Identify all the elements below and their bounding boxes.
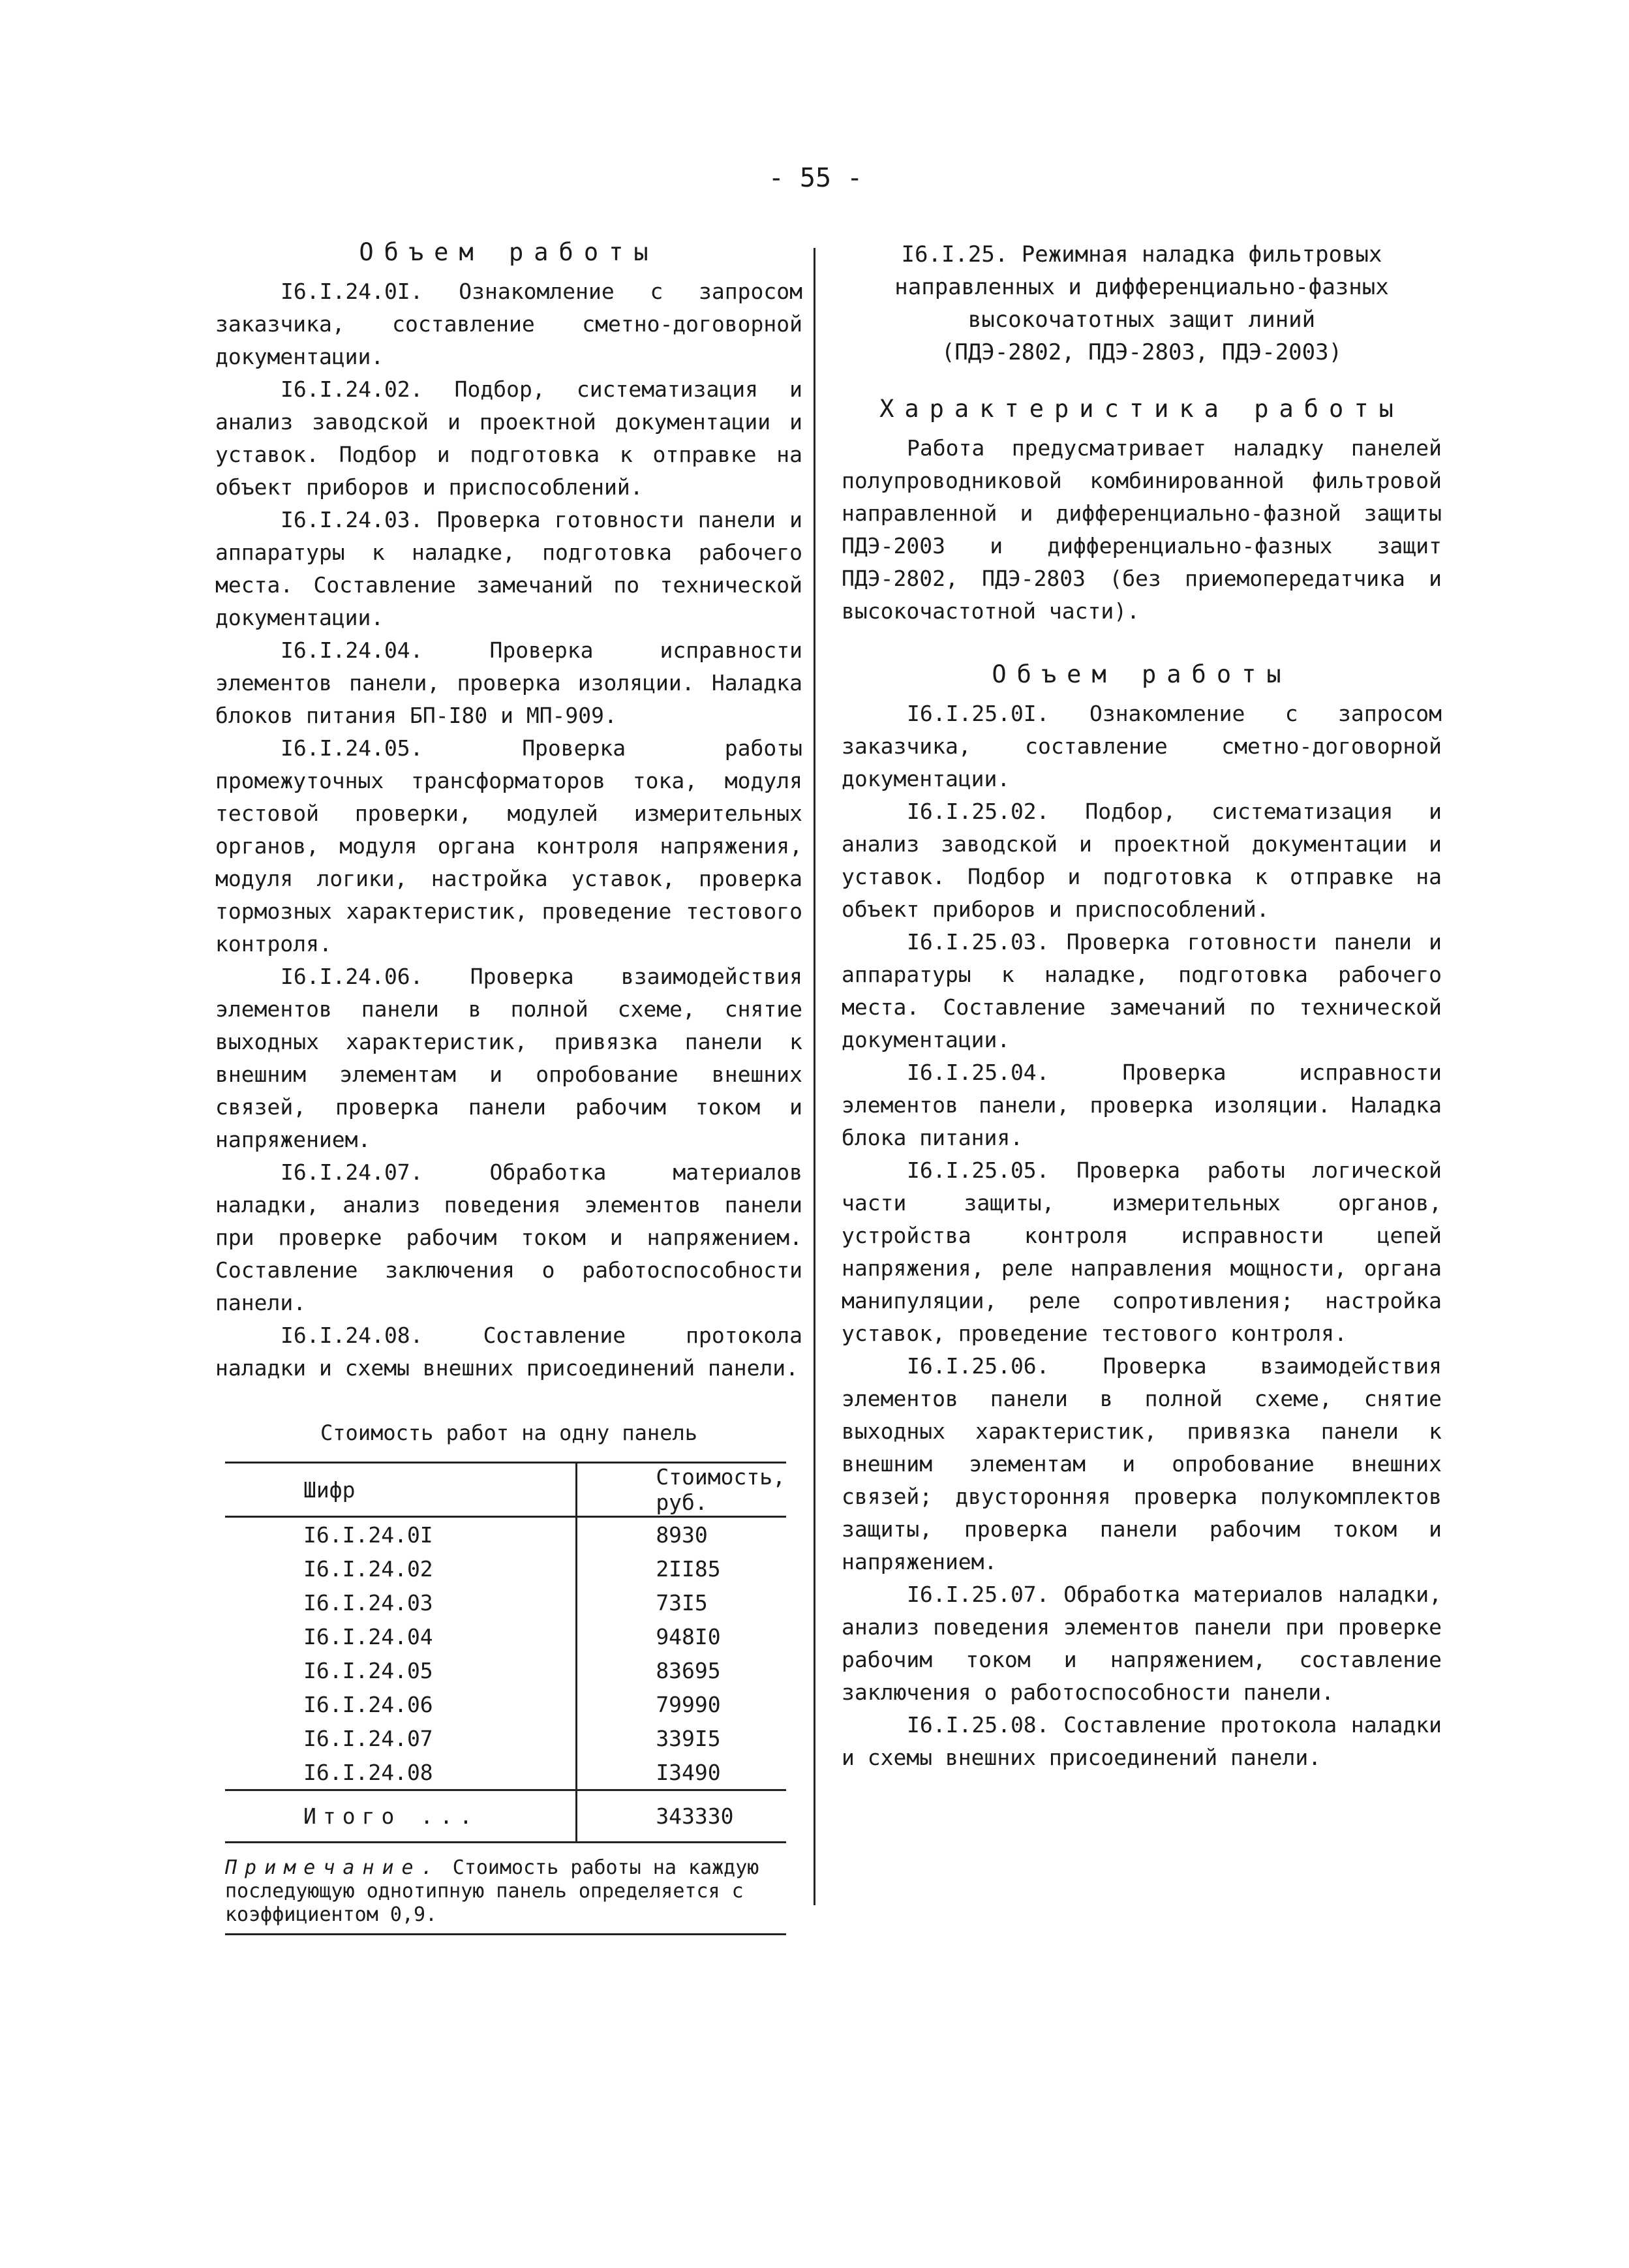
work-item: I6.I.25.08. Составление протокола наладки и схемы внешних присоединений панели. xyxy=(842,1712,1442,1770)
work-item: I6.I.25.05. Проверка работы логической части защиты, измерительных органов, устройства контроля исправности цепей напряжения, реле направления мощности, органа манипуляции, реле сопротивления; настройка уставок, проведение тестового контроля. xyxy=(842,1157,1442,1346)
right-column xyxy=(842,238,1442,1774)
characteristic-text: Работа предусматривает наладку панелей полупроводниковой комбинированной фильтровой направленной и дифференциально-фазной защиты ПДЭ-2003 и дифференциально-фазных защит ПДЭ-2802, ПДЭ-2803 (без приемопередатчика и высокочастотной части). xyxy=(842,435,1442,624)
work-item: I6.I.24.08. Составление протокола наладки и схемы внешних присоединений панели. xyxy=(215,1323,802,1381)
work-item: I6.I.24.05. Проверка работы промежуточных трансформаторов тока, модуля тестовой проверки, модулей измерительных органов, модуля органа контроля напряжения, модуля логики, настройка уставок, проверка тормозных характеристик, проведение тестового контроля. xyxy=(215,735,802,957)
column-divider xyxy=(814,248,815,1905)
work-item: I6.I.24.07. Обработка материалов наладки, анализ поведения элементов панели при проверке рабочим током и напряжением. Составление заключения о работоспособности панели. xyxy=(215,1159,802,1315)
cell-cost: 73I5 xyxy=(656,1589,708,1616)
work-item: I6.I.25.07. Обработка материалов наладки, анализ поведения элементов панели при проверке рабочим током и напряжением, составление заключения о работоспособности панели. xyxy=(842,1582,1442,1705)
cell-cost: I3490 xyxy=(656,1759,721,1785)
table-row xyxy=(225,1517,786,1552)
work-item: I6.I.24.04. Проверка исправности элементов панели, проверка изоляции. Наладка блоков питания БП-I80 и МП-909. xyxy=(215,637,802,728)
total-label: Итого ... xyxy=(225,1790,577,1843)
characteristic-heading: Характеристика работы xyxy=(879,395,1404,423)
cell-code: I6.I.24.06 xyxy=(225,1687,577,1721)
table-row xyxy=(225,1721,786,1755)
cell-cost: 79990 xyxy=(656,1691,721,1717)
header-cost: Стоимость, руб. xyxy=(577,1463,786,1517)
section-title xyxy=(842,238,1442,369)
cell-code: I6.I.24.04 xyxy=(225,1619,577,1653)
work-item: I6.I.24.0I. Ознакомление с запросом заказчика, составление сметно-договорной документации. xyxy=(215,279,802,369)
cell-cost: 339I5 xyxy=(656,1725,721,1751)
work-item: I6.I.24.02. Подбор, систематизация и анализ заводской и проектной документации и уставок. Подбор и подготовка к отправке на объект приборов и приспособлений. xyxy=(215,376,802,500)
table-row xyxy=(225,1687,786,1721)
header-code: Шифр xyxy=(225,1463,577,1517)
cell-cost: 2II85 xyxy=(656,1555,721,1582)
scope-heading: Объем работы xyxy=(359,238,659,266)
cell-cost: 83695 xyxy=(656,1657,721,1683)
scope-heading: Объем работы xyxy=(992,660,1292,688)
table-row xyxy=(225,1755,786,1790)
total-value: 343330 xyxy=(577,1790,786,1843)
title-line: высокочатотных защит линий xyxy=(967,307,1316,333)
work-item: I6.I.24.03. Проверка готовности панели и аппаратуры к наладке, подготовка рабочего места. Составление замечаний по технической документации. xyxy=(215,507,802,630)
table-row xyxy=(225,1653,786,1687)
cell-code: I6.I.24.05 xyxy=(225,1653,577,1687)
title-line: I6.I.25. Режимная наладка фильтровых xyxy=(901,241,1382,268)
work-item: I6.I.25.0I. Ознакомление с запросом заказчика, составление сметно-договорной документации. xyxy=(842,701,1442,791)
note-label: Примечание. xyxy=(225,1856,441,1879)
work-item: I6.I.24.06. Проверка взаимодействия элементов панели в полной схеме, снятие выходных характеристик, привязка панели к внешним элементам и опробование внешних связей, проверка панели рабочим током и напряжением. xyxy=(215,964,802,1152)
table-row xyxy=(225,1586,786,1619)
table-note xyxy=(225,1856,786,1927)
cell-code: I6.I.24.03 xyxy=(225,1586,577,1619)
title-line: направленных и дифференциально-фазных xyxy=(894,274,1389,300)
bottom-rule xyxy=(225,1933,786,1935)
work-item: I6.I.25.02. Подбор, систематизация и анализ заводской и проектной документации и уставок. Подбор и подготовка к отправке на объект приборов и приспособлений. xyxy=(842,799,1442,922)
title-line: (ПДЭ-2802, ПДЭ-2803, ПДЭ-2003) xyxy=(941,339,1343,365)
cost-table xyxy=(225,1462,786,1843)
cell-code: I6.I.24.08 xyxy=(225,1755,577,1790)
table-row xyxy=(225,1619,786,1653)
cell-code: I6.I.24.0I xyxy=(225,1517,577,1552)
table-row xyxy=(225,1552,786,1586)
cell-cost: 8930 xyxy=(656,1522,708,1548)
table-total-row xyxy=(225,1790,786,1843)
left-column xyxy=(215,238,802,1935)
cell-cost: 948I0 xyxy=(656,1623,721,1649)
cell-code: I6.I.24.02 xyxy=(225,1552,577,1586)
table-caption: Стоимость работ на одну панель xyxy=(320,1420,697,1445)
work-item: I6.I.25.06. Проверка взаимодействия элементов панели в полной схеме, снятие выходных характеристик, привязка панели к внешним элементам и опробование внешних связей; двусторонняя проверка полукомплектов защиты, проверка панели рабочим током и напряжением. xyxy=(842,1353,1442,1574)
page-number: - 55 - xyxy=(768,163,863,193)
table-header-row xyxy=(225,1463,786,1517)
work-item: I6.I.25.04. Проверка исправности элементов панели, проверка изоляции. Наладка блока питания. xyxy=(842,1060,1442,1150)
note-text: Стоимость работы на каждую последующую однотипную панель определяется с коэффициентом 0,9. xyxy=(225,1856,759,1926)
work-item: I6.I.25.03. Проверка готовности панели и аппаратуры к наладке, подготовка рабочего места. Составление замечаний по технической документации. xyxy=(842,929,1442,1052)
cell-code: I6.I.24.07 xyxy=(225,1721,577,1755)
